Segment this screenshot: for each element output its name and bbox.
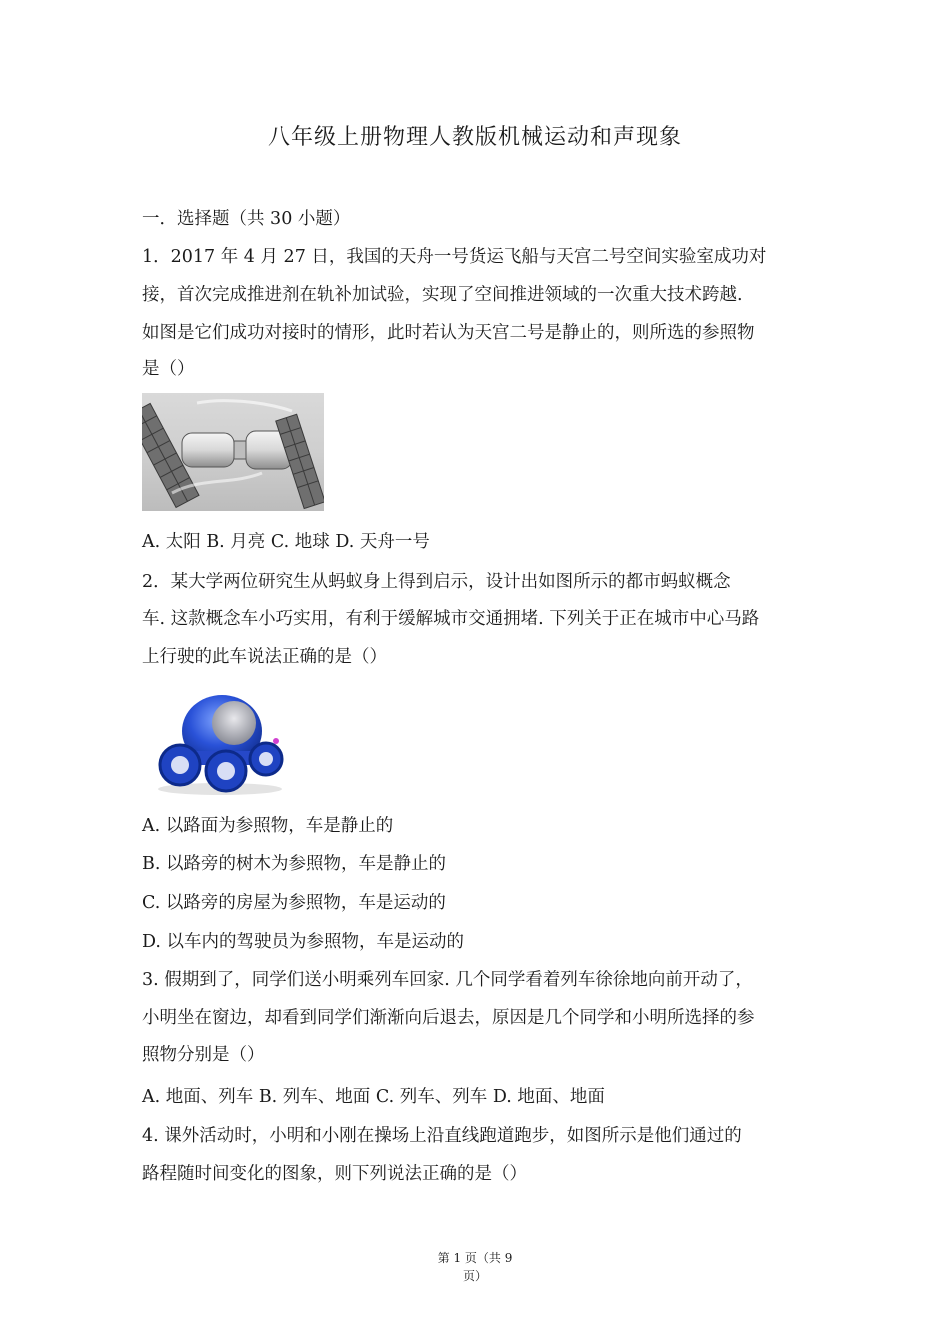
q2-text-line-1: 2．某大学两位研究生从蚂蚁身上得到启示，设计出如图所示的都市蚂蚁概念 bbox=[142, 572, 731, 592]
page-number-line-1: 第 1 页（共 9 bbox=[437, 1251, 513, 1265]
space-station-illustration bbox=[142, 393, 324, 511]
watermark-stroke bbox=[197, 401, 292, 411]
car-light bbox=[273, 738, 279, 744]
page-number-line-2: 页） bbox=[462, 1269, 487, 1283]
space-station-docking-image bbox=[142, 393, 324, 511]
front-right-hub bbox=[217, 762, 235, 780]
q2-option-b: B. 以路旁的树木为参照物，车是静止的 bbox=[142, 854, 446, 874]
cargo-ship-module bbox=[182, 433, 234, 467]
q1-text-line-2: 接，首次完成推进剂在轨补加试验，实现了空间推进领域的一次重大技术跨越. bbox=[142, 285, 743, 305]
docking-port bbox=[234, 441, 246, 459]
car-window bbox=[212, 701, 256, 745]
q3-text-line-2: 小明坐在窗边，却看到同学们渐渐向后退去，原因是几个同学和小明所选择的参 bbox=[142, 1008, 755, 1028]
q3-text-line-3: 照物分别是（） bbox=[142, 1045, 265, 1065]
q1-options: A. 太阳 B. 月亮 C. 地球 D. 天舟一号 bbox=[142, 532, 430, 552]
q2-text-line-3: 上行驶的此车说法正确的是（） bbox=[142, 647, 387, 667]
q3-text-line-1: 3. 假期到了，同学们送小明乘列车回家. 几个同学看着列车徐徐地向前开动了， bbox=[142, 970, 753, 990]
q2-option-a: A. 以路面为参照物，车是静止的 bbox=[142, 816, 394, 836]
q1-text-line-4: 是（） bbox=[142, 359, 195, 379]
q4-text-line-1: 4. 课外活动时，小明和小刚在操场上沿直线跑道跑步，如图所示是他们通过的 bbox=[142, 1126, 742, 1146]
concept-car-illustration bbox=[142, 685, 290, 797]
page-title: 八年级上册物理人教版机械运动和声现象 bbox=[267, 125, 682, 150]
section-heading: 一．选择题（共 30 小题） bbox=[142, 209, 351, 229]
q2-option-c: C. 以路旁的房屋为参照物，车是运动的 bbox=[142, 893, 446, 913]
q4-text-line-2: 路程随时间变化的图象，则下列说法正确的是（） bbox=[142, 1164, 527, 1184]
q1-text-line-1: 1．2017 年 4 月 27 日，我国的天舟一号货运飞船与天宫二号空间实验室成功对 bbox=[142, 247, 767, 267]
q2-option-d: D. 以车内的驾驶员为参照物，车是运动的 bbox=[142, 932, 465, 952]
rear-hub bbox=[259, 752, 273, 766]
ant-concept-car-image bbox=[142, 685, 290, 797]
q1-text-line-3: 如图是它们成功对接时的情形，此时若认为天宫二号是静止的，则所选的参照物 bbox=[142, 323, 755, 343]
front-left-hub bbox=[171, 756, 189, 774]
q2-text-line-2: 车. 这款概念车小巧实用，有利于缓解城市交通拥堵. 下列关于正在城市中心马路 bbox=[142, 609, 760, 629]
q3-options: A. 地面、列车 B. 列车、地面 C. 列车、列车 D. 地面、地面 bbox=[142, 1087, 605, 1107]
